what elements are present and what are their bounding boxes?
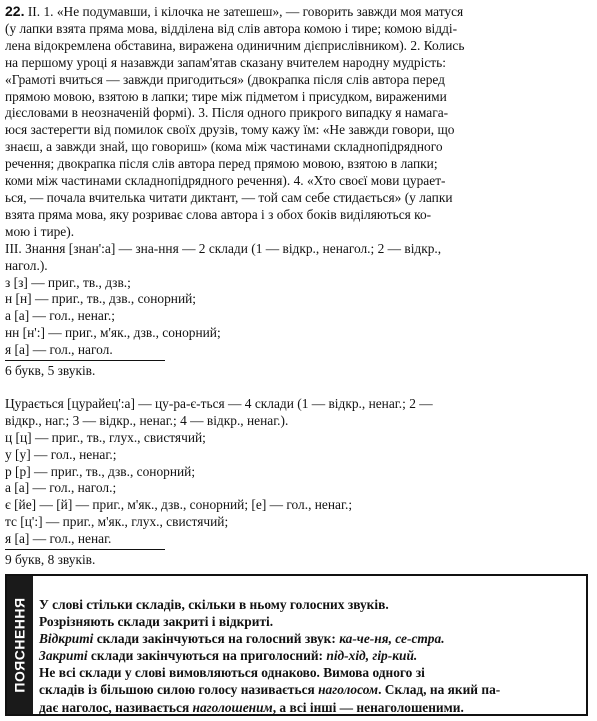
exercise-part1-line: прямою мовою, взятою в лапки; тире між підметом і присудком, вираженими (5, 88, 447, 104)
sound-analysis-item: я [а] — гол., ненаг. (5, 531, 112, 547)
exercise-part1-line: юся застерегти від помилок своїх друзів, тому кажу їм: «Не завжди говори, що (5, 122, 455, 138)
spacer (5, 380, 588, 396)
explanation-body (39, 596, 580, 716)
term-stressed: наголошеним (192, 699, 273, 715)
word2-heading: Цурається [цурайец':а] — цу-ра-є-ться — 4 склади (1 — відкр., ненаг.; 2 — (5, 395, 433, 411)
word2-summary: 9 букв, 8 звуків. (5, 552, 96, 568)
exercise-part1-line: 22. II. 1. «Не подумавши, і кілочка не затешеш», — говорить завжди моя матуся (5, 3, 464, 19)
exercise-part1-line: ься, — почала вчителька читати диктант, — той сам себе стидається» (у лапки (5, 189, 453, 205)
explanation-box (5, 574, 588, 716)
exercise-part1-line: дієсловами в неозначеній формі). 3. Після одного прикрого випадку я намага- (5, 105, 449, 121)
exercise-part1-line: знаєш, а завжди знай, що говориш» (кома між частинами складнопідрядного (5, 139, 443, 155)
sound-analysis-item: є [йе] — [й] — приг., м'як., дзв., сонорний; [е] — гол., ненаг.; (5, 497, 353, 513)
sound-analysis-item: тс [ц':] — приг., м'як., глух., свистячий; (5, 514, 229, 530)
rule-line: Закриті склади закінчуються на приголосний: під-хід, гір-кий. (39, 648, 418, 664)
sound-analysis-item: ц [ц] — приг., тв., глух., свистячий; (5, 429, 206, 445)
summary-rule (5, 549, 165, 550)
summary-rule (5, 360, 165, 361)
word1-heading: III. Знання [знан':а] — зна-ння — 2 склади (1 — відкр., ненагол.; 2 — відкр., (5, 240, 442, 256)
rule-line: дає наголос, називається наголошеним, а всі інші — ненаголошеними. (39, 699, 464, 715)
example-open: ка-че-ня, се-стра. (339, 631, 445, 647)
term-open: Відкриті (39, 631, 94, 647)
sound-analysis-item: нн [н':] — приг., м'як., дзв., сонорний; (5, 325, 221, 341)
explanation-tab (7, 576, 33, 714)
exercise-part1-line: коми між частинами складнопідрядного речення). 4. «Хто своєї мови цурает- (5, 173, 446, 189)
rule-line: Розрізняють склади закриті і відкриті. (39, 614, 274, 630)
exercise-part1-line: на першому уроці я назавжди запам'ятав сказану вчителем народну мудрість: (5, 54, 446, 70)
word2-heading: відкр., наг.; 3 — відкр., ненаг.; 4 — відкр., ненаг.). (5, 412, 289, 428)
exercise-part1-line: мою і тире). (5, 223, 75, 239)
term-unstressed: ненаголошеними (356, 699, 461, 715)
exercise-part1-line: (у лапки взята пряма мова, відділена від слів автора комою і тире; комою відді- (5, 20, 458, 36)
exercise-part1-line: взята пряма мова, яку розриває слова автора і з обох боків виділяються ко- (5, 206, 432, 222)
term-closed: Закриті (39, 648, 88, 664)
exercise-part1-line: «Грамоті вчиться — завжди пригодиться» (двокрапка після слів автора перед (5, 71, 445, 87)
rule-line: У слові стільки складів, скільки в ньому голосних звуків. (39, 597, 389, 612)
example-closed: під-хід, гір-кий. (326, 648, 418, 664)
word1-summary: 6 букв, 5 звуків. (5, 363, 96, 379)
explanation-label: ПОЯСНЕННЯ (11, 597, 28, 693)
sound-analysis-item: я [а] — гол., нагол. (5, 342, 113, 358)
rule-line: Відкриті склади закінчуються на голосний звук: ка-че-ня, се-стра. (39, 631, 445, 647)
sound-analysis-item: а [а] — гол., ненаг.; (5, 308, 115, 324)
term-stress: наголосом (318, 682, 379, 698)
rule-line: Не всі склади у слові вимовляються однаково. Вимова одного зі (39, 665, 425, 681)
rule-line: складів із більшою силою голосу називається наголосом. Склад, на який па- (39, 682, 501, 698)
exercise-text (5, 3, 588, 569)
sound-analysis-item: з [з] — приг., тв., дзв.; (5, 274, 131, 290)
sound-analysis-item: р [р] — приг., тв., дзв., сонорний; (5, 463, 196, 479)
sound-analysis-item: н [н] — приг., тв., дзв., сонорний; (5, 291, 196, 307)
exercise-part1-line: лена відокремлена обставина, виражена одиничним дієприслівником). 2. Колись (5, 37, 465, 53)
word1-heading: нагол.). (5, 257, 48, 273)
sound-analysis-item: у [у] — гол., ненаг.; (5, 446, 117, 462)
exercise-part1-line: речення; двокрапка після слів автора перед прямою мовою, взятою в лапки; (5, 156, 438, 172)
sound-analysis-item: а [а] — гол., нагол.; (5, 480, 117, 496)
exercise-number: 22. (5, 3, 25, 19)
